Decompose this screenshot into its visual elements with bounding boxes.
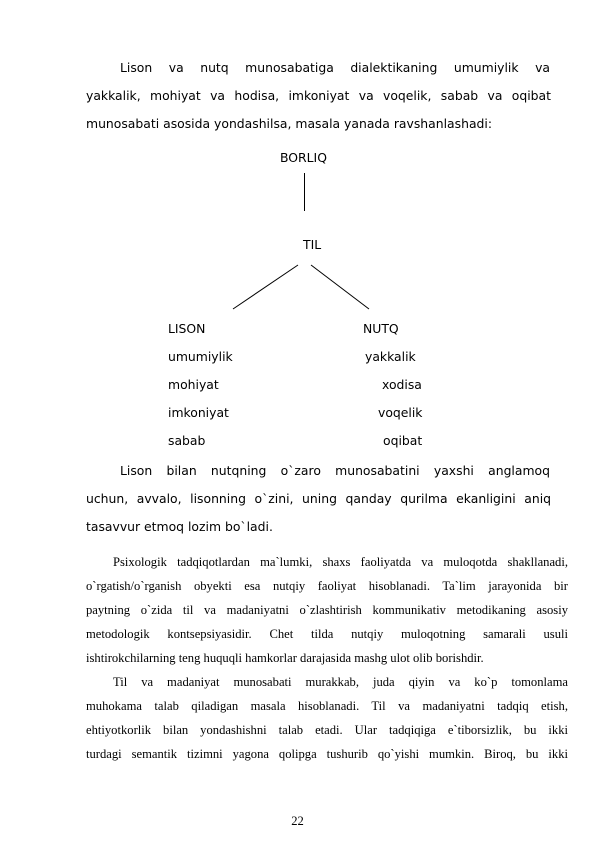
body2-line-3: ehtiyotkorlik bilan yondashishni talab etadi. Ular tadqiqiga e`tiborsizlik, bu ikki [86, 723, 568, 737]
lison-item-imkoniyat: imkoniyat [168, 405, 229, 420]
diagram-root-borliq: BORLIQ [280, 150, 327, 165]
body1-line-2: o`rgatish/o`rganish obyekti esa nutqiy faoliyat hisoblanadi. Ta`lim jarayonida bir [86, 579, 568, 593]
body1-line-5: ishtirokchilarning teng huquqli hamkorlar darajasida mashg ulot olib borishdir. [86, 651, 484, 665]
body1-line-4: metodologik kontsepsiyasidir. Chet tilda nutqiy muloqotning samarali usuli [86, 627, 568, 641]
body1-line-3: paytning o`zida til va madaniyatni o`zlashtirish kommunikativ metodikaning asosiy [86, 603, 568, 617]
intro-line-2: yakkalik, mohiyat va hodisa, imkoniyat va voqelik, sabab va oqibat [86, 88, 551, 103]
intro-line-3: munosabati asosida yondashilsa, masala yanada ravshanlashadi: [86, 116, 493, 131]
connector-til-nutq [311, 265, 369, 309]
nutq-title: NUTQ [363, 321, 399, 336]
nutq-item-voqelik: voqelik [378, 405, 423, 420]
connector-til-lison [233, 265, 298, 309]
nutq-item-yakkalik: yakkalik [365, 349, 416, 364]
nutq-item-xodisa: xodisa [382, 377, 422, 392]
body2-line-2: muhokama talab qiladigan masala hisoblanadi. Til va madaniyatni tadqiq etish, [86, 699, 568, 713]
second-line-1: Lison bilan nutqning o`zaro munosabatini yaxshi anglamoq [120, 463, 550, 478]
second-line-3: tasavvur etmoq lozim bo`ladi. [86, 519, 273, 534]
diagram-middle-til: TIL [303, 237, 322, 252]
body1-line-1: Psixologik tadqiqotlardan ma`lumki, shaxs faoliyatda va muloqotda shakllanadi, [113, 555, 568, 569]
lison-item-mohiyat: mohiyat [168, 377, 219, 392]
lison-title: LISON [168, 321, 206, 336]
lison-item-umumiylik: umumiylik [168, 349, 233, 364]
page-number: 22 [291, 814, 304, 828]
intro-line-1: Lison va nutq munosabatiga dialektikaning umumiylik va [120, 60, 550, 75]
nutq-item-oqibat: oqibat [383, 433, 423, 448]
second-line-2: uchun, avvalo, lisonning o`zini, uning qanday qurilma ekanligini aniq [86, 491, 551, 506]
body2-line-1: Til va madaniyat munosabati murakkab, juda qiyin va ko`p tomonlama [113, 675, 568, 689]
lison-item-sabab: sabab [168, 433, 206, 448]
body2-line-4: turdagi semantik tizimni yagona qolipga tushurib qo`yishi mumkin. Biroq, bu ikki [86, 747, 568, 761]
